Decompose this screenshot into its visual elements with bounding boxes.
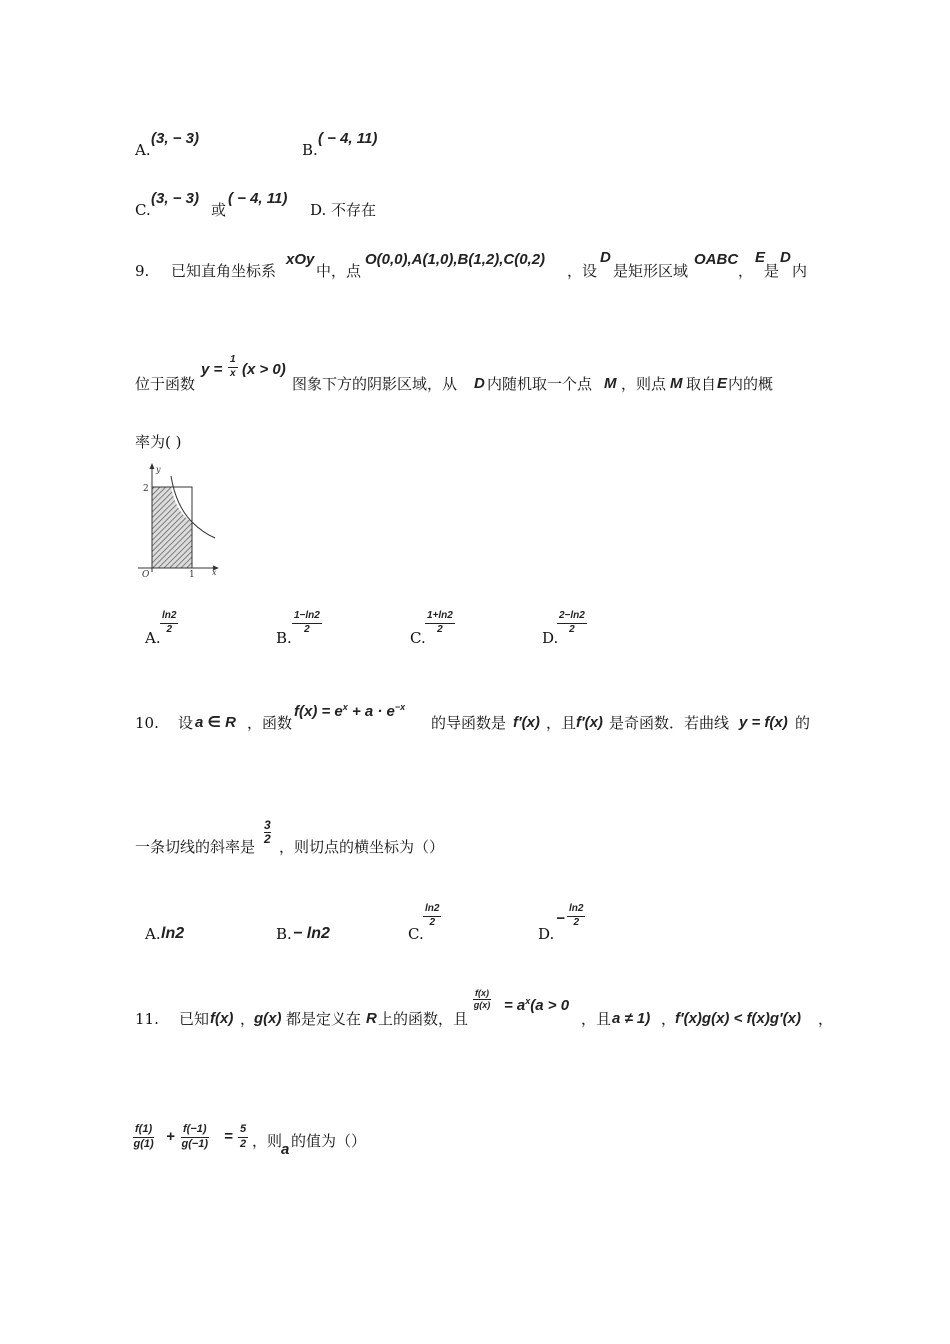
- q9-math-5: E: [755, 249, 766, 266]
- q11-math-4: [504, 997, 569, 1013]
- q10-text-5: 是奇函数．若曲线: [609, 714, 730, 732]
- q10-option-c-fraction: [423, 904, 441, 928]
- q11-math-2: g(x): [254, 1010, 282, 1027]
- q9-option-c-label: C.: [410, 629, 426, 647]
- q11-line2-text-1: ，则: [252, 1132, 283, 1150]
- q11-math-4b: (a > 0: [530, 997, 570, 1014]
- q9-line2-text-1: 位于函数: [135, 375, 196, 393]
- q11-line2-text-2: 的值为（）: [291, 1132, 367, 1150]
- q11-math-4-base: = a: [504, 997, 526, 1014]
- q11-text-3: 都是定义在: [286, 1010, 362, 1028]
- q10-option-d-num: ln2: [567, 904, 585, 917]
- q11-math-1: f(x): [210, 1010, 234, 1027]
- q10-option-d-den: 2: [573, 916, 579, 928]
- q11-text-1: 已知: [179, 1010, 210, 1028]
- q10-option-c-label: C.: [408, 925, 424, 943]
- q9-line2-math-6: E: [717, 375, 728, 392]
- q8-option-d: D. 不存在: [310, 201, 377, 219]
- q10-line2-text-2: ，则切点的横坐标为（）: [279, 838, 445, 856]
- y-axis-arrow-icon: [150, 463, 155, 469]
- q9-option-c-fraction: [425, 611, 455, 635]
- q9-option-c-num: 1+ln2: [425, 611, 455, 624]
- q9-math-4: OABC: [694, 251, 739, 268]
- graph-x-label: x: [212, 568, 217, 577]
- q8-option-b-label: B.: [302, 141, 318, 159]
- q9-option-d-label: D.: [542, 629, 559, 647]
- q11-text-6: ，: [661, 1010, 677, 1028]
- q8-option-c-label: C.: [135, 201, 151, 219]
- q11-line2-fraction-3: [238, 1124, 248, 1150]
- q11-line2-plus: +: [166, 1128, 175, 1145]
- q11-line2-math-1: a: [281, 1141, 290, 1158]
- q9-text-2: 中，点: [316, 262, 362, 280]
- q9-graph: [130, 460, 225, 580]
- q9-line2-text-4: ，则点: [621, 375, 667, 393]
- q9-option-b-num: 1−ln2: [292, 611, 322, 624]
- q11-fraction-f-over-g: [473, 989, 491, 1011]
- q11-line2-f3-den: 2: [240, 1137, 247, 1150]
- q9-line2-fraction-num: 1: [228, 355, 238, 368]
- q11-line2-f2-num: f(−1): [181, 1124, 209, 1138]
- q11-number: 11.: [135, 1010, 159, 1028]
- graph-tick-y-label: 2: [143, 484, 149, 494]
- q11-fraction-num: f(x): [473, 989, 491, 1000]
- q9-line2-math-1: y =: [201, 361, 223, 378]
- q9-option-b-fraction: [292, 611, 322, 635]
- q10-option-a-math: ln2: [161, 925, 185, 942]
- q10-math-1: a ∈ R: [195, 714, 236, 731]
- q9-math-2: O(0,0),A(1,0),B(1,2),C(0,2): [365, 251, 546, 268]
- q10-number: 10.: [135, 714, 159, 732]
- q11-fraction-den: g(x): [473, 1000, 491, 1011]
- q9-line3-text: 率为( ): [135, 433, 182, 451]
- q8-option-c-math2: ( − 4, 11): [228, 190, 288, 207]
- q11-math-3: R: [366, 1010, 377, 1027]
- q10-line2-num: 3: [264, 818, 271, 832]
- q11-line2-equals: =: [224, 1128, 233, 1145]
- q9-line2-math-3: D: [474, 375, 485, 392]
- q9-text-5: ，: [738, 262, 754, 280]
- q11-line2-f1-den: g(1): [133, 1137, 154, 1150]
- q10-option-d-fraction: [567, 904, 585, 928]
- q10-option-c-den: 2: [429, 916, 435, 928]
- q10-math-2b: + a · e: [347, 703, 395, 720]
- q11-line2-f2-den: g(−1): [181, 1137, 209, 1150]
- q9-option-d-den: 2: [569, 623, 575, 635]
- q8-option-b-math: ( − 4, 11): [318, 130, 378, 147]
- q9-option-a-label: A.: [145, 629, 161, 647]
- q11-line2-f1-num: f(1): [133, 1124, 154, 1138]
- q10-math-2-exp: x: [342, 702, 348, 712]
- q9-line2-math-4: M: [604, 375, 617, 392]
- q9-math-3: D: [600, 249, 611, 266]
- q9-option-a-fraction: [160, 611, 178, 635]
- q10-text-4: ，且: [546, 714, 577, 732]
- q10-text-6: 的: [795, 714, 811, 732]
- q10-text-3: 的导函数是: [431, 714, 507, 732]
- q9-option-b-den: 2: [304, 623, 310, 635]
- q9-line2-math-5: M: [670, 375, 683, 392]
- q10-option-a-label: A.: [145, 925, 161, 943]
- q8-option-a-label: A.: [135, 141, 151, 159]
- q10-line2-fraction: [262, 819, 273, 845]
- q8-option-c-math1: (3, − 3): [151, 190, 199, 207]
- q9-option-d-fraction: [557, 611, 587, 635]
- q9-math-1: xOy: [286, 251, 315, 268]
- q9-number: 9.: [135, 262, 150, 280]
- q11-text-7: ，: [818, 1010, 834, 1028]
- q10-option-c-num: ln2: [423, 904, 441, 917]
- q9-text-7: 内: [792, 262, 808, 280]
- q9-text-3: ，设: [567, 262, 598, 280]
- q9-option-c-den: 2: [437, 623, 443, 635]
- q9-line2-text-3: 内随机取一个点: [487, 375, 593, 393]
- q10-math-2-base: f(x) = e: [294, 703, 343, 720]
- q11-text-5: ，且: [581, 1010, 612, 1028]
- q11-math-5: a ≠ 1): [612, 1010, 651, 1027]
- q10-math-4: f′(x): [576, 714, 603, 731]
- q9-line2-math-2: (x > 0): [242, 361, 286, 378]
- q9-text-4: 是矩形区域: [613, 262, 689, 280]
- graph-tick-x-label: 1: [189, 570, 195, 580]
- q10-line2-den: 2: [264, 831, 271, 846]
- q9-option-a-num: ln2: [160, 611, 178, 624]
- graph-y-label: y: [156, 465, 161, 474]
- q9-option-b-label: B.: [276, 629, 292, 647]
- q9-line2-text-5: 取自: [686, 375, 717, 393]
- q8-option-c-or: 或: [211, 201, 227, 219]
- q11-line2-fraction-1: [133, 1124, 154, 1150]
- q8-option-a-math: (3, − 3): [151, 130, 199, 147]
- q10-text-2: ，函数: [247, 714, 293, 732]
- q11-math-6: f′(x)g(x) < f(x)g′(x): [675, 1010, 801, 1027]
- q9-line2-fraction-den: x: [230, 367, 236, 379]
- shaded-region: [152, 487, 192, 568]
- q10-option-b-math: − ln2: [293, 925, 330, 942]
- q9-option-d-num: 2−ln2: [557, 611, 587, 624]
- q10-math-3: f′(x): [513, 714, 540, 731]
- q10-option-d-label: D.: [538, 925, 555, 943]
- q9-text-1: 已知直角坐标系: [171, 262, 277, 280]
- q10-math-2: [294, 703, 405, 719]
- q10-text-1: 设: [178, 714, 194, 732]
- q10-line2-text-1: 一条切线的斜率是: [135, 838, 256, 856]
- q11-line2-f3-num: 5: [238, 1124, 248, 1138]
- q9-option-a-den: 2: [166, 623, 172, 635]
- q10-option-d-sign: −: [556, 910, 565, 927]
- q11-text-2: ，: [240, 1010, 256, 1028]
- q10-option-b-label: B.: [276, 925, 292, 943]
- q11-text-4: 上的函数，且: [378, 1010, 469, 1028]
- q9-line2-text-2: 图象下方的阴影区域，从: [292, 375, 458, 393]
- q10-math-2b-exp: −x: [394, 702, 406, 712]
- q10-math-5: y = f(x): [739, 714, 788, 731]
- q9-line2-fraction: [228, 355, 238, 379]
- q11-line2-fraction-2: [181, 1124, 209, 1150]
- q9-math-6: D: [780, 249, 791, 266]
- q11-math-4-exp: x: [525, 996, 531, 1006]
- q9-text-6: 是: [764, 262, 780, 280]
- graph-origin-label: O: [142, 570, 150, 580]
- q9-line2-text-6: 内的概: [728, 375, 774, 393]
